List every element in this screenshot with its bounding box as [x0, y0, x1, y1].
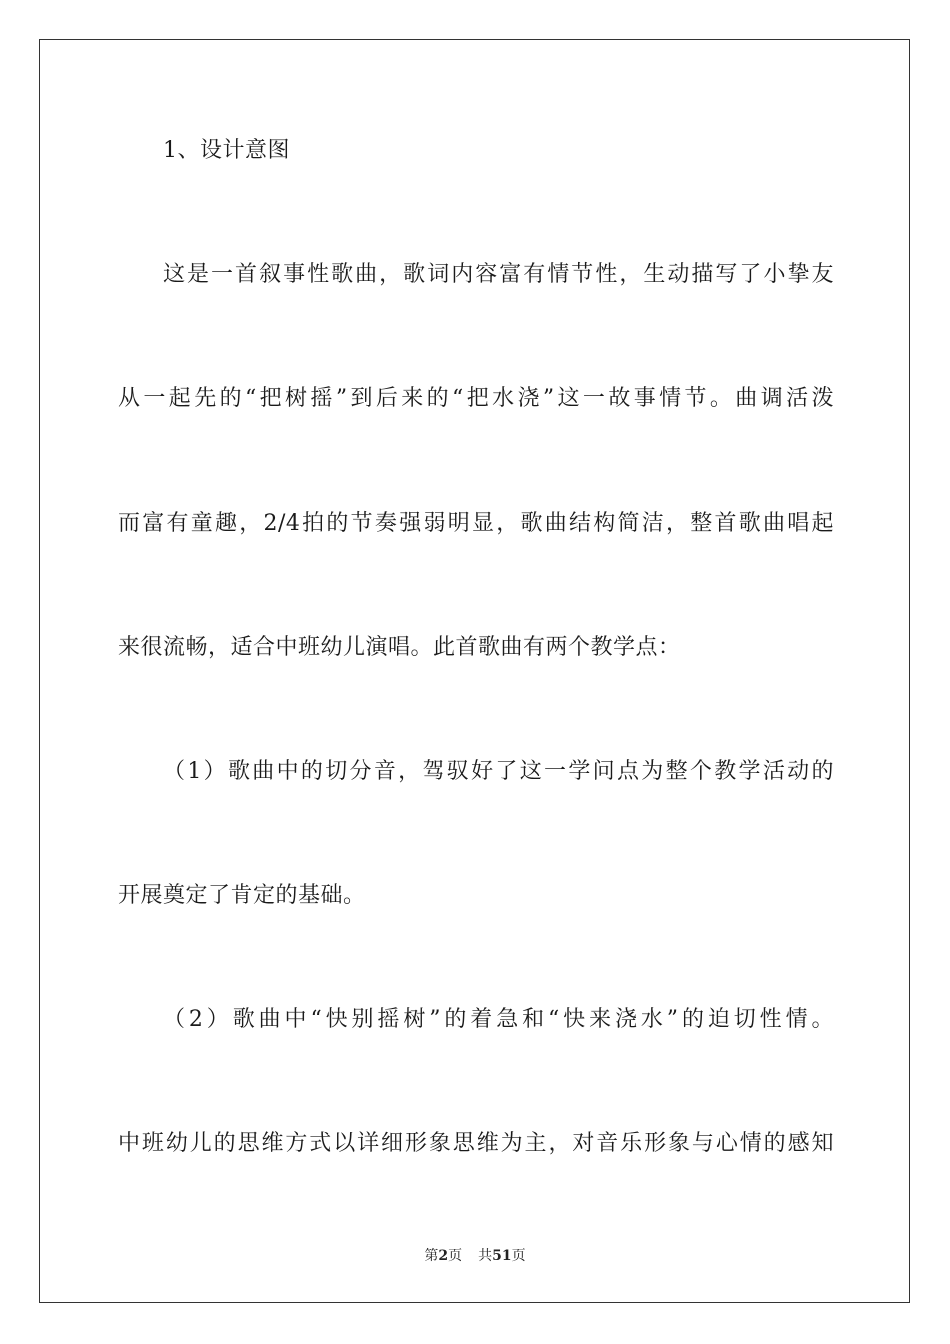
paragraph-line: 来很流畅，适合中班幼儿演唱。此首歌曲有两个教学点：: [118, 635, 681, 660]
paragraph-line: 中班幼儿的思维方式以详细形象思维为主，对音乐形象与心情的感知: [118, 1131, 834, 1156]
total-suffix: 页: [511, 1248, 526, 1264]
page-suffix: 页: [448, 1248, 463, 1264]
page-border: [39, 39, 910, 1303]
page-number: 2: [438, 1248, 449, 1264]
section-heading: 1、设计意图: [163, 138, 290, 163]
page-footer: [0, 1246, 950, 1266]
paragraph-line: （2）歌曲中“快别摇树”的着急和“快来浇水”的迫切性情。: [163, 1007, 834, 1032]
paragraph-line: 这是一首叙事性歌曲，歌词内容富有情节性，生动描写了小挚友: [163, 262, 834, 287]
paragraph-line: 开展奠定了肯定的基础。: [118, 883, 366, 908]
total-prefix: 共: [478, 1248, 493, 1264]
paragraph-line: 从一起先的“把树摇”到后来的“把水浇”这一故事情节。曲调活泼: [118, 386, 834, 411]
total-pages: 51: [492, 1248, 512, 1264]
paragraph-line: （1）歌曲中的切分音，驾驭好了这一学问点为整个教学活动的: [163, 759, 834, 784]
page-prefix: 第: [424, 1248, 439, 1264]
paragraph-line: 而富有童趣，2/4拍的节奏强弱明显，歌曲结构简洁，整首歌曲唱起: [118, 511, 834, 536]
